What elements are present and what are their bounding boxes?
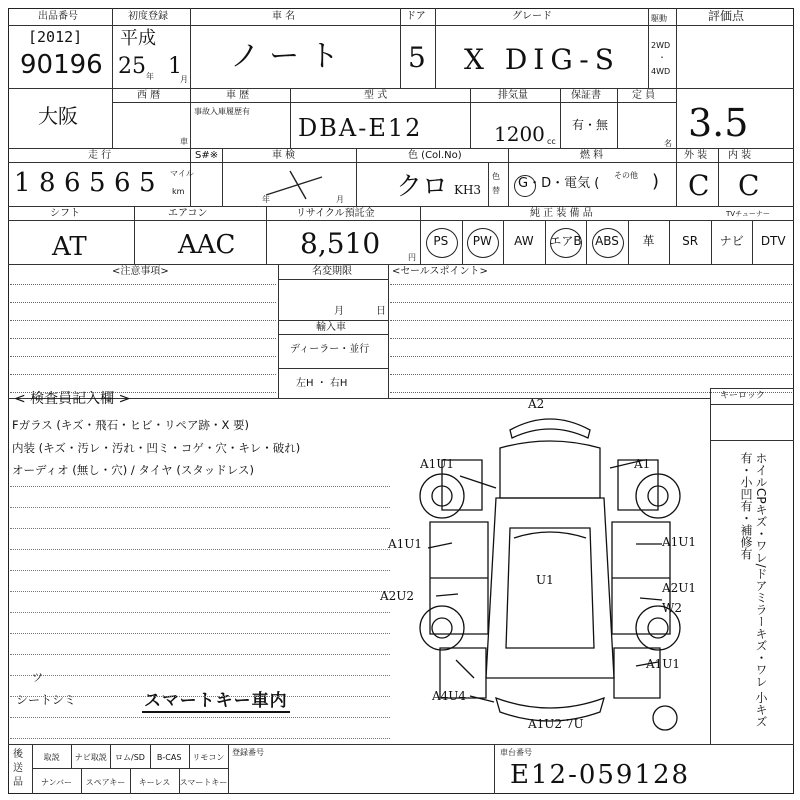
header-name-change: 名変期限: [312, 266, 352, 277]
header-grade: グレード: [512, 11, 552, 22]
inspector-scribble-a: ツ: [32, 671, 43, 684]
recycle-fee: 8,510: [300, 227, 381, 260]
mark-roof: U1: [536, 573, 554, 587]
mileage-digit: 1: [14, 168, 31, 198]
inspector-windshield: Fガラス (キズ・飛石・ヒビ・リペア跡・X 要): [12, 418, 249, 432]
header-recycle: リサイクル預託金: [296, 208, 375, 219]
mileage-digit: 6: [64, 168, 81, 198]
color-name: クロ: [396, 172, 449, 202]
exterior-grade: C: [688, 169, 710, 202]
right-damage-legend: ホイルCPキズ・ワレ/ドアミラーキズ・ワレ 小キズ有・小凹有・補修有: [739, 452, 768, 728]
equipment-item: 革: [642, 234, 655, 248]
chassis-number: E12-059128: [510, 760, 691, 790]
mark-left-quarter: A4U4: [432, 689, 467, 703]
lot-number: 90196: [20, 50, 103, 80]
warranty-option: 有・無: [572, 118, 609, 132]
mileage-digit: 8: [39, 168, 56, 198]
mark-right-rear-door-w: W2: [662, 601, 682, 615]
door-count: 5: [408, 41, 426, 74]
header-mileage: 走 行: [88, 150, 112, 161]
equipment-item: AW: [514, 234, 534, 248]
mileage-digit: 5: [89, 168, 106, 198]
aircon-value: AAC: [178, 230, 236, 260]
header-reg-no: 登録番号: [232, 748, 264, 757]
shift-value: AT: [52, 232, 87, 262]
inspector-interior: 内装 (キズ・汚レ・汚れ・凹ミ・コゲ・穴・キレ・破れ): [12, 441, 301, 455]
dealer-option: ディーラー・並行: [290, 344, 370, 355]
first-reg-year: 25: [118, 54, 146, 79]
after-item: B-CAS: [156, 753, 182, 762]
inspection-strike: [262, 165, 352, 201]
equipment-item: DTV: [760, 234, 786, 248]
region: 大阪: [38, 104, 78, 128]
color-code: KH3: [454, 183, 482, 197]
drive-4wd: 4WD: [651, 67, 671, 76]
equipment-item: ABS: [595, 234, 619, 248]
header-west: 西 暦: [137, 90, 161, 101]
after-item: スペアキー: [85, 778, 126, 787]
header-equipment: 純 正 装 備 品: [530, 208, 593, 219]
header-interior: 内 装: [728, 150, 752, 161]
header-after-items: 後送品: [13, 749, 23, 788]
header-tv-tuner: TVチューナー: [726, 210, 770, 218]
header-aircon: エアコン: [168, 208, 208, 219]
grade: X DIG-S: [464, 43, 620, 76]
inspector-audio-tire: オーディオ (無し・穴) / タイヤ (スタッドレス): [12, 463, 254, 477]
mark-right-quarter: A1U1: [646, 657, 681, 671]
after-item: スマートキー: [179, 778, 228, 787]
after-item: キーレス: [138, 778, 171, 787]
equipment-item: PS: [433, 234, 449, 248]
after-item: ナンバー: [40, 778, 73, 787]
after-item: ナビ取説: [74, 753, 107, 762]
mark-left-fender: A1U1: [420, 457, 455, 471]
model-code: DBA-E12: [298, 114, 423, 142]
header-shift: シフト: [50, 208, 80, 219]
header-drive: 駆動: [651, 14, 667, 23]
first-reg-era: 平成: [120, 28, 156, 49]
equipment-item: SR: [682, 234, 699, 248]
car-name: ノート: [230, 39, 350, 74]
header-lot-no: 出品番号: [38, 11, 78, 22]
first-reg-month: 1: [168, 54, 182, 79]
displacement: 1200: [494, 122, 545, 146]
header-displacement: 排気量: [498, 90, 528, 101]
header-fuel: 燃 料: [580, 150, 604, 161]
header-meter: S#※: [195, 150, 219, 161]
mark-right-front-door: A1U1: [662, 535, 697, 549]
header-first-reg: 初度登録: [128, 11, 168, 22]
steering-option: 左H ・ 右H: [296, 378, 348, 389]
score-value: 3.5: [688, 101, 749, 145]
car-damage-diagram: [380, 397, 710, 744]
history-note: 事故入庫履歴有: [194, 107, 250, 116]
inspector-title: < 検査員記入欄 >: [14, 391, 131, 407]
fuel-options: G・D・電気 (: [518, 176, 600, 191]
mark-rear-bumper: A1U2 7U: [528, 717, 584, 731]
header-model: 型 式: [364, 90, 388, 101]
year-code: [2012]: [28, 28, 83, 46]
equipment-item: エアB: [549, 234, 582, 248]
after-item: リモコン: [192, 753, 225, 762]
equipment-item: ナビ: [719, 234, 744, 248]
smart-key-stamp: スマートキー車内: [142, 686, 290, 713]
header-exterior: 外 装: [684, 150, 708, 161]
mark-left-front-door: A1U1: [388, 537, 423, 551]
header-keylock: キーロック: [720, 391, 765, 401]
auction-inspection-sheet: 出品番号 [2012] 90196 初度登録 平成 25 年 1 月 車 名 ノート ドア 5 グレード X DIG-S 駆動 2WD ・ 4WD 評価点 大阪 西 暦 車 歴 事故入庫履歴有 車 型 式 DBA-E12 排気量 1200 cc 保証書 有・無 定 員 名 3.5 走 行 マイル km S#※ 車 検 年 月 色 (Col.No) クロ KH3 色替 燃 料 G・D・電気 ( その他 ) 外 装 C 内 装 C シフト AT エアコン AAC リサイクル預託金 8,510 円 純 正 装 備 品 TVチューナー <注意事項> 名変期限 月 日 輸入車 ディーラー・並行 左H ・ 右H <セールスポイント> キーロック < 検査員記入欄 > Fガラス (キズ・飛石・ヒビ・リペア跡・X 要) 内装 (キズ・汚レ・汚れ・凹ミ・コゲ・穴・キレ・破れ) オーディオ (無し・穴) / タイヤ (スタッドレス) ツ シートシミ スマートキー車内 A2 A1U1 A1 A1U1 A1U1 A2U2 U1 A2U1 W2 A1U1 A4U4 A1U2 7U ホイルCPキズ・ワレ/ドアミラーキズ・ワレ 小キズ有・小凹有・補修有 後送品 登録番号 車台番号 E12-059128 1 8 6 5 6 5 PS PW AW エアB ABS 革 SR ナビ DTV 取説 ナビ取説 ロム/SD B-CAS リモコン ナンバー スペアキー キーレス スマートキー: [0, 0, 800, 800]
drive-2wd: 2WD: [651, 41, 671, 50]
header-warranty: 保証書: [571, 90, 601, 101]
header-history: 車 歴: [226, 90, 250, 101]
header-color: 色 (Col.No): [408, 150, 462, 161]
mark-right-rear-door: A2U1: [662, 581, 697, 595]
header-color-change: 色替: [492, 172, 500, 195]
equipment-item: PW: [472, 234, 492, 248]
interior-grade: C: [738, 169, 760, 202]
header-door: ドア: [406, 11, 426, 22]
header-import: 輸入車: [316, 322, 346, 333]
mileage-digit: 5: [139, 168, 156, 198]
inspector-scribble-b: シートシミ: [16, 693, 77, 707]
header-notes: <注意事項>: [112, 266, 169, 277]
after-item: ロム/SD: [115, 753, 145, 762]
header-car-name: 車 名: [272, 11, 296, 22]
mark-left-rear-door: A2U2: [380, 589, 415, 603]
header-inspection: 車 検: [272, 150, 296, 161]
header-sales-points: <セールスポイント>: [392, 266, 488, 277]
mark-front-bumper: A2: [528, 397, 545, 411]
mileage-digit: 6: [114, 168, 131, 198]
header-chassis: 車台番号: [500, 748, 532, 757]
header-capacity: 定 員: [632, 90, 656, 101]
mark-right-fender: A1: [634, 457, 651, 471]
after-item: 取説: [43, 753, 60, 762]
header-score: 評価点: [708, 9, 745, 23]
